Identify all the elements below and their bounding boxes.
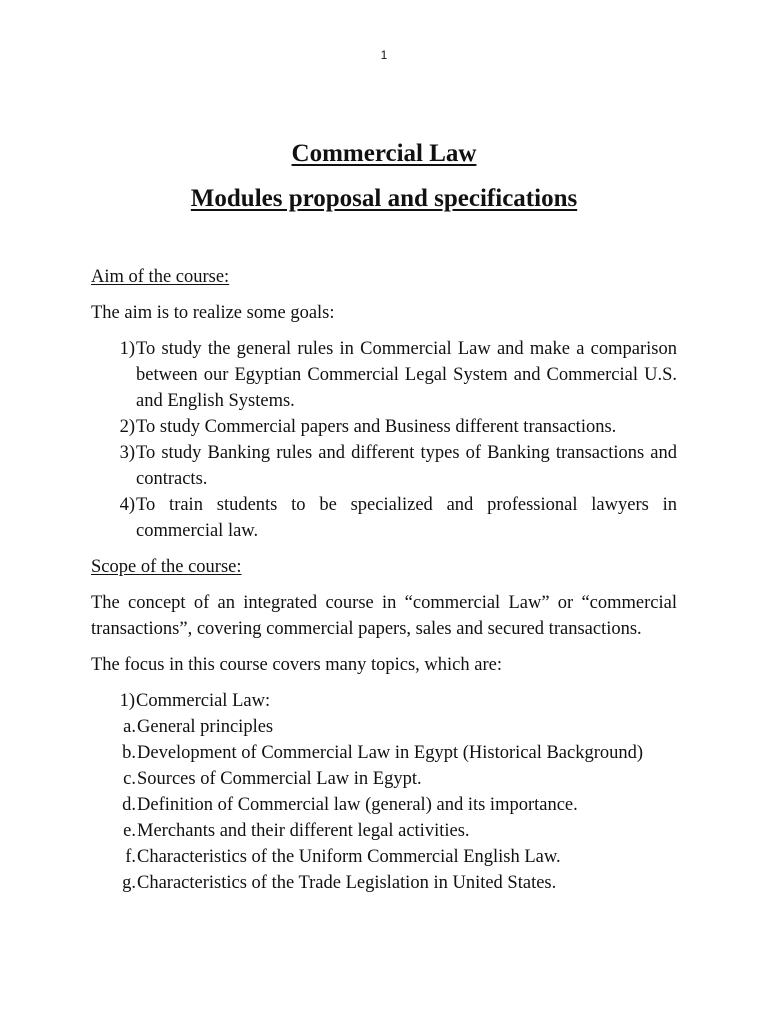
list-item (91, 766, 677, 792)
list-marker: 1) (119, 691, 135, 711)
list-item-text: Development of Commercial Law in Egypt (Historical Background) (137, 743, 644, 763)
page-number: 1 (380, 48, 388, 62)
list-marker: 3) (119, 443, 135, 463)
document-title: Commercial Law (291, 140, 477, 167)
list-item-text: Sources of Commercial Law in Egypt. (137, 769, 422, 789)
list-item-text: Characteristics of the Trade Legislation in United States. (137, 873, 557, 893)
list-marker: a. (123, 717, 136, 737)
list-marker: g. (122, 873, 136, 893)
document-body (91, 264, 677, 896)
list-marker: f. (125, 847, 136, 867)
list-item-text: Characteristics of the Uniform Commercial English Law. (137, 847, 561, 867)
scope-topics-list (91, 688, 677, 896)
list-marker: e. (123, 821, 136, 841)
list-item-text: To study the general rules in Commercial Law and make a comparison between our Egyptian Commercial Legal System and Commercial U.S. and English Systems. (136, 339, 677, 411)
list-item (91, 818, 677, 844)
list-item-text: To study Banking rules and different types of Banking transactions and contracts. (136, 443, 677, 489)
list-item (91, 440, 677, 492)
list-item (91, 714, 677, 740)
list-item-text: Merchants and their different legal activities. (137, 821, 470, 841)
scope-heading: Scope of the course: (91, 557, 242, 577)
list-marker: c. (123, 769, 136, 789)
list-item-text: General principles (137, 717, 274, 737)
list-marker: 4) (119, 495, 135, 515)
list-item-text: To train students to be specialized and professional lawyers in commercial law. (136, 495, 677, 541)
list-item-text: Definition of Commercial law (general) and its importance. (137, 795, 578, 815)
list-item (91, 870, 677, 896)
aim-heading: Aim of the course: (91, 267, 230, 287)
list-item (91, 414, 677, 440)
list-marker: 1) (119, 339, 135, 359)
list-marker: 2) (119, 417, 135, 437)
list-item (91, 336, 677, 414)
scope-focus-paragraph: The focus in this course covers many topics, which are: (91, 655, 502, 675)
list-item (91, 792, 677, 818)
list-item-text: Commercial Law: (136, 691, 271, 711)
scope-paragraph: The concept of an integrated course in “commercial Law” or “commercial transactions”, covering commercial papers, sales and secured transactions. (91, 593, 677, 639)
list-marker: b. (122, 743, 136, 763)
list-item (91, 844, 677, 870)
list-item (91, 688, 677, 714)
aim-goals-list (91, 336, 677, 544)
list-item-text: To study Commercial papers and Business different transactions. (136, 417, 617, 437)
document-subtitle: Modules proposal and specifications (190, 185, 578, 212)
list-marker: d. (122, 795, 136, 815)
list-item (91, 492, 677, 544)
list-item (91, 740, 677, 766)
aim-intro: The aim is to realize some goals: (91, 303, 335, 323)
